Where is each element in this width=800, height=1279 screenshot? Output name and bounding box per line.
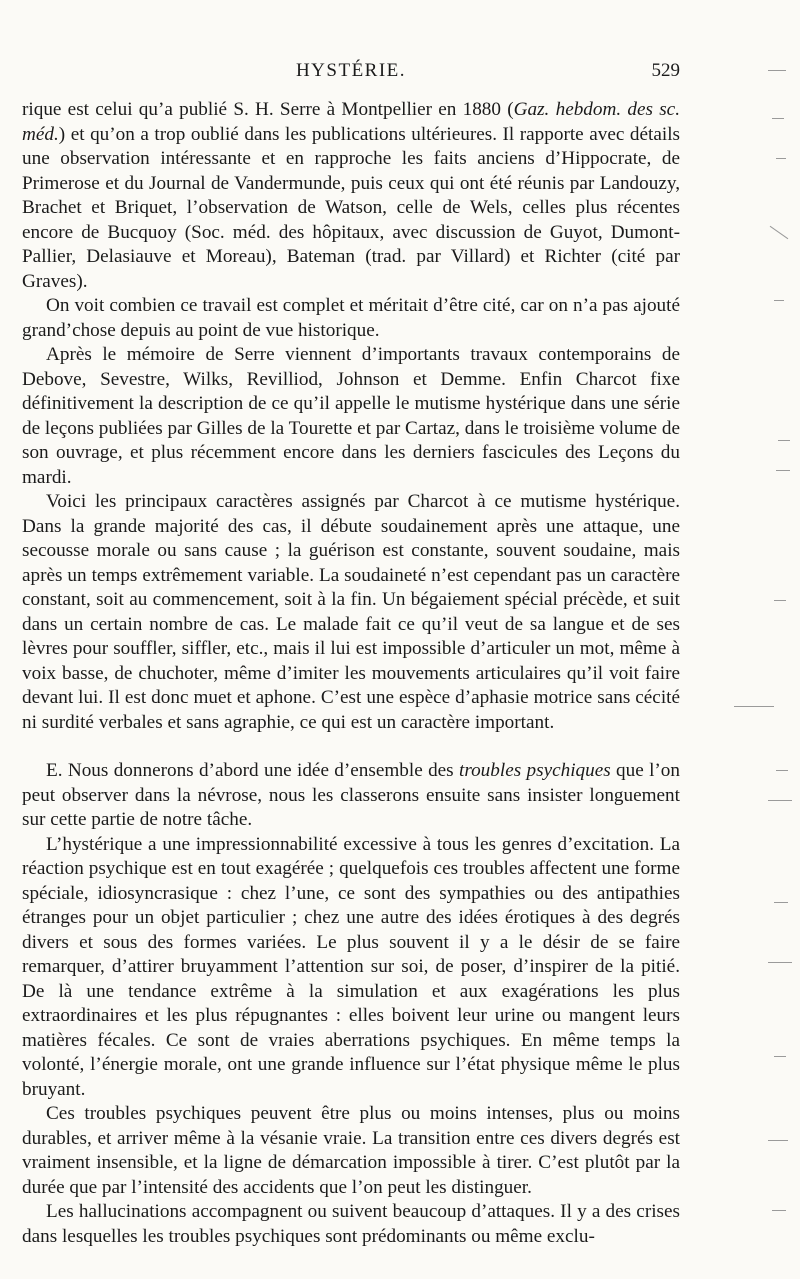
paragraph bbox=[22, 1102, 680, 1200]
paragraph-text: Voici les principaux caractères assignés par Charcot à ce mutisme hystérique. Dans la grande majorité des cas, il débute soudainement après une attaque, une secousse morale ou sans cause ; la guérison est constante, souvent soudaine, mais après un temps extrêmement variable. La soudaineté n’est cependant pas un caractère constant, soit au commencement, soit à la fin. Un bégaiement spécial précède, et suit dans un certain nombre de cas. Le malade fait ce qu’il veut de sa langue et de ses lèvres pour souffler, siffler, etc., mais il lui est impossible d’articuler un mot, même à voix basse, de chuchoter, même d’imiter les mouvements articulaires qu’il voit faire devant lui. Il est donc muet et aphone. C’est une espèce d’aphasie motrice sans cécité ni surdité verbales et sans agraphie, ce qui est un caractère important. bbox=[22, 491, 680, 733]
paragraph-text: que l’on peut observer dans la névrose, nous les classerons ensuite sans insister longuement sur cette partie de notre tâche. bbox=[22, 760, 680, 830]
paragraph bbox=[22, 833, 680, 1103]
paragraph-text: E. Nous donnerons d’abord une idée d’ensemble des bbox=[46, 760, 459, 781]
paragraph-text: Ces troubles psychiques peuvent être plus ou moins intenses, plus ou moins durables, et arriver même à la vésanie vraie. La transition entre ces divers degrés est vraiment insensible, et la ligne de démarcation impossible à tirer. C’est plutôt par la durée que par l’intensité des accidents que l’on peut les distinguer. bbox=[22, 1103, 680, 1198]
page-header bbox=[22, 60, 680, 90]
paragraph-text: ) et qu’on a trop oublié dans les publications ultérieures. Il rapporte avec détails une observation intéressante et en rapproche les faits anciens d’Hippocrate, de Primerose et du Journal de Vandermunde, puis ceux qui ont été réunis par Landouzy, Brachet et Briquet, l’observation de Watson, celle de Wels, celles plus récentes encore de Bucquoy (Soc. méd. des hôpitaux, avec discussion de Guyot, Dumont-Pallier, Delasiauve et Moreau), Bateman (trad. par Villard) et Richter (cité par Graves). bbox=[22, 123, 680, 292]
paragraph bbox=[22, 490, 680, 735]
paragraph-text: Après le mémoire de Serre viennent d’importants travaux contemporains de Debove, Sevestre, Wilks, Revilliod, Johnson et Demme. Enfin Charcot fixe définitivement la description de ce qu’il appelle le mutisme hystérique dans une série de leçons publiées par Gilles de la Tourette et par Cartaz, dans le troisième volume de son ouvrage, et plus récemment encore dans les derniers fascicules des Leçons du mardi. bbox=[22, 344, 680, 488]
paragraph bbox=[22, 343, 680, 490]
paragraph-text: L’hystérique a une impressionnabilité excessive à tous les genres d’excitation. La réaction psychique est en tout exagérée ; quelquefois ces troubles affectent une forme spéciale, idiosyncrasique : chez l’une, ce sont des sympathies ou des antipathies étranges pour un objet particulier ; chez une autre des idées érotiques à des degrés divers et sous des formes variées. Le plus souvent il y a le désir de se faire remarquer, d’attirer bruyamment l’attention sur soi, de poser, d’inspirer de la pitié. De là une tendance extrême à la simulation et aux exagérations les plus extraordinaires et les plus répugnantes : elles boivent leur urine ou mangent leurs matières fécales. Ce sont de vraies aberrations psychiques. En même temps la volonté, l’énergie morale, ont une grande influence sur l’état physique même le plus bruyant. bbox=[22, 833, 680, 1100]
italic-text: troubles psychiques bbox=[459, 760, 611, 781]
paragraph bbox=[22, 294, 680, 343]
paragraph bbox=[22, 759, 680, 833]
paragraph-text: rique est celui qu’a publié S. H. Serre à Montpellier en 1880 ( bbox=[22, 99, 514, 120]
italic-text: Gaz. hebdom. des sc. méd. bbox=[22, 99, 680, 145]
paragraph bbox=[22, 1200, 680, 1249]
paragraph-text: Les hallucinations accompagnent ou suivent beaucoup d’attaques. Il y a des crises dans lesquelles les troubles psychiques sont prédominants ou même exclu- bbox=[22, 1201, 680, 1247]
page-number: 529 bbox=[651, 60, 680, 81]
paragraph bbox=[22, 98, 680, 294]
running-title: HYSTÉRIE. bbox=[295, 60, 407, 81]
body-text bbox=[22, 98, 680, 1249]
paragraph-text: On voit combien ce travail est complet et méritait d’être cité, car on n’a pas ajouté grand’chose depuis au point de vue historique. bbox=[22, 295, 680, 341]
margin-scan-marks bbox=[728, 0, 800, 1279]
